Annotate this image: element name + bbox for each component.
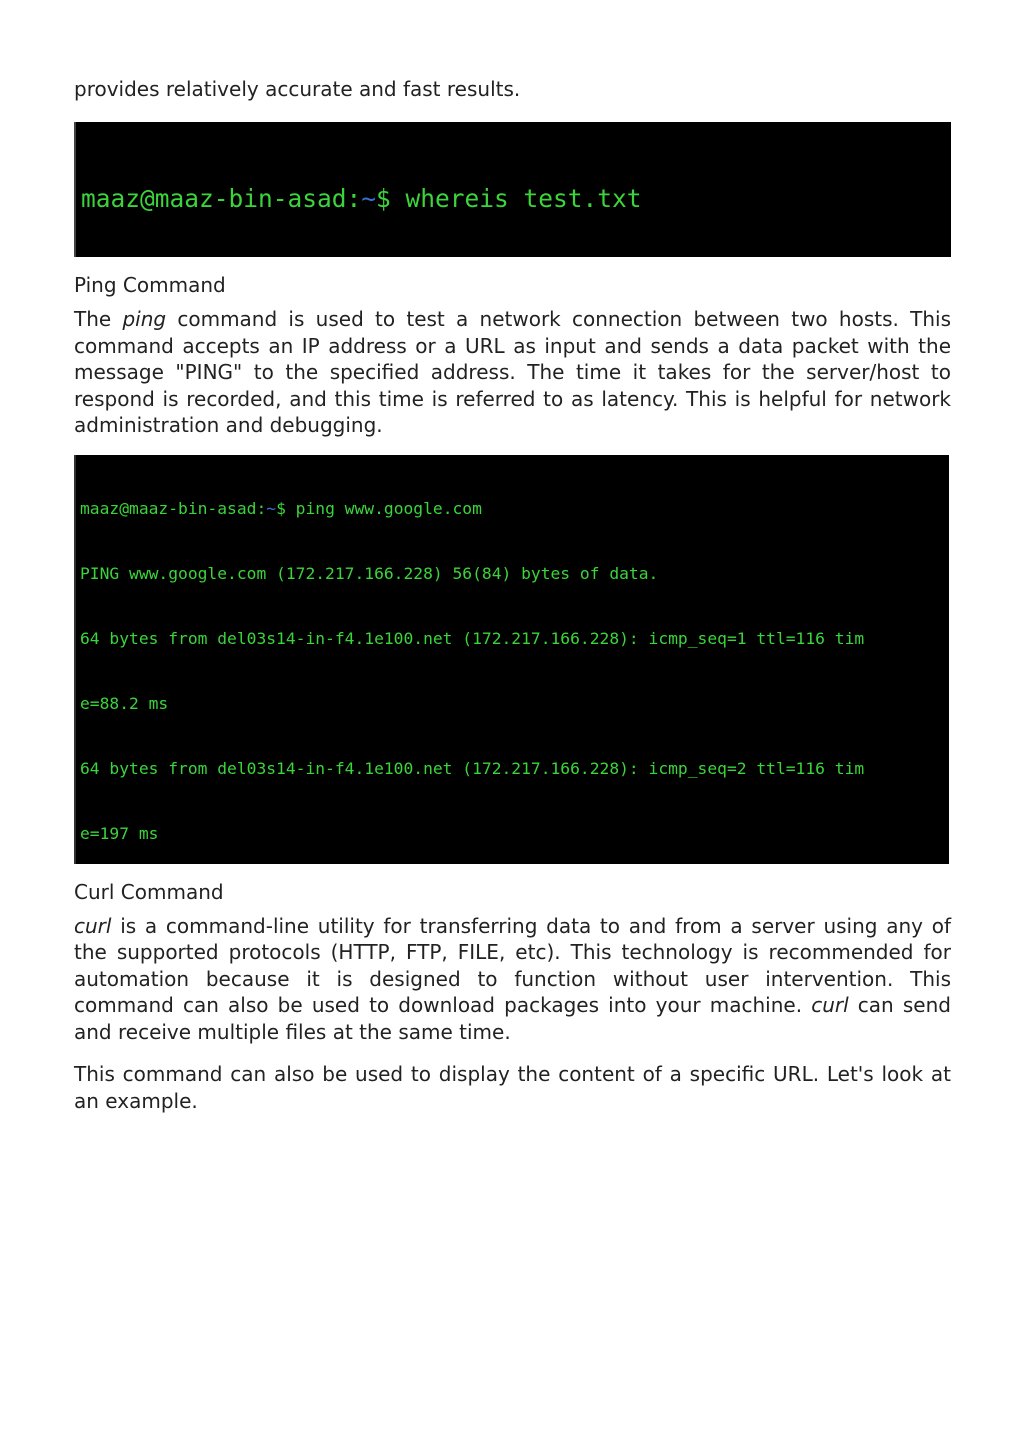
curl-paragraph-middle: is a command-line utility for transferring data to and from a server using any of the supported protocols (HTTP, FTP, FILE, etc). This technology is recommended for automation because it is designed to function without user intervention. This command can also be used to download packages into your machine. bbox=[74, 913, 951, 1017]
prompt-command: $ ping www.google.com bbox=[276, 498, 482, 518]
prompt-user: maaz@maaz-bin-asad: bbox=[80, 498, 267, 518]
curl-term: curl bbox=[74, 913, 112, 938]
prompt-command: $ whereis test.txt bbox=[376, 184, 642, 213]
terminal-line bbox=[80, 498, 949, 520]
ping-paragraph-rest: command is used to test a network connection between two hosts. This command accepts an IP address or a URL as input and sends a data packet with the message "PING" to the specified address. The time it takes for the server/host to respond is recorded, and this time is referred to as latency. This is helpful for network administration and debugging. bbox=[74, 307, 951, 437]
curl-term: curl bbox=[811, 993, 849, 1017]
ping-heading: Ping Command bbox=[74, 273, 226, 297]
prompt-path: ~ bbox=[266, 498, 277, 518]
curl-heading: Curl Command bbox=[74, 879, 224, 904]
ping-paragraph bbox=[74, 306, 951, 439]
terminal-line bbox=[81, 184, 951, 214]
prompt-user: maaz@maaz-bin-asad: bbox=[81, 184, 362, 213]
curl-paragraph-end: can send and receive multiple files at the same time. bbox=[74, 993, 951, 1044]
terminal-line bbox=[80, 563, 949, 585]
terminal-whereis-screenshot bbox=[74, 122, 951, 257]
ping-reply-line: e=88.2 ms bbox=[80, 694, 169, 714]
intro-text: provides relatively accurate and fast results. bbox=[74, 77, 521, 101]
curl-example-paragraph: This command can also be used to display the content of a specific URL. Let's look at an example. bbox=[74, 1062, 951, 1113]
prompt-path: ~ bbox=[361, 184, 377, 213]
ping-header: PING www.google.com (172.217.166.228) 56(84) bytes of data. bbox=[80, 564, 659, 583]
curl-paragraph bbox=[74, 913, 951, 1046]
ping-reply-line: e=197 ms bbox=[80, 824, 159, 844]
ping-paragraph-start: The bbox=[74, 307, 123, 331]
ping-reply-line: 64 bytes from del03s14-in-f4.1e100.net (172.217.166.228): icmp_seq=2 ttl=116 tim bbox=[80, 759, 865, 779]
ping-term: ping bbox=[122, 307, 167, 331]
document-page bbox=[74, 76, 951, 1114]
ping-reply-line: 64 bytes from del03s14-in-f4.1e100.net (172.217.166.228): icmp_seq=1 ttl=116 tim bbox=[80, 629, 865, 649]
terminal-ping-screenshot bbox=[74, 455, 949, 864]
